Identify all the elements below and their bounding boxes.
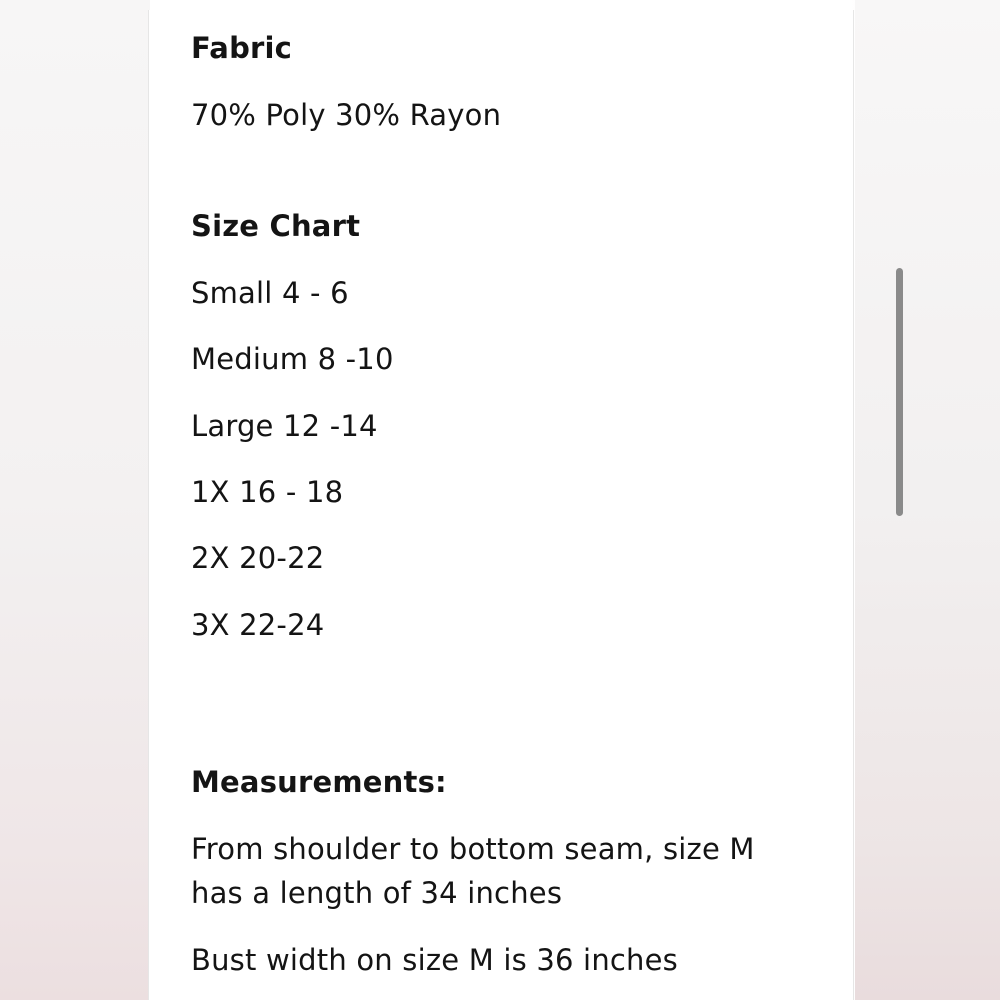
vertical-scrollbar[interactable] xyxy=(896,268,903,516)
size-chart-item-3x: 3X 22-24 xyxy=(191,608,325,642)
fabric-heading: Fabric xyxy=(191,31,293,65)
background-left xyxy=(0,0,150,1000)
size-chart-item-1x: 1X 16 - 18 xyxy=(191,475,344,509)
size-chart-item-large: Large 12 -14 xyxy=(191,409,378,443)
measurements-bust-text: Bust width on size M is 36 inches xyxy=(191,943,678,977)
size-chart-item-2x: 2X 20-22 xyxy=(191,541,325,575)
size-chart-item-small: Small 4 - 6 xyxy=(191,276,349,310)
size-chart-heading: Size Chart xyxy=(191,209,361,243)
fabric-value: 70% Poly 30% Rayon xyxy=(191,98,502,132)
measurements-length-text: From shoulder to bottom seam, size M has a length of 34 inches xyxy=(191,832,755,910)
size-chart-item-medium: Medium 8 -10 xyxy=(191,342,394,376)
measurements-heading: Measurements: xyxy=(191,765,447,799)
background-right xyxy=(855,0,1000,1000)
